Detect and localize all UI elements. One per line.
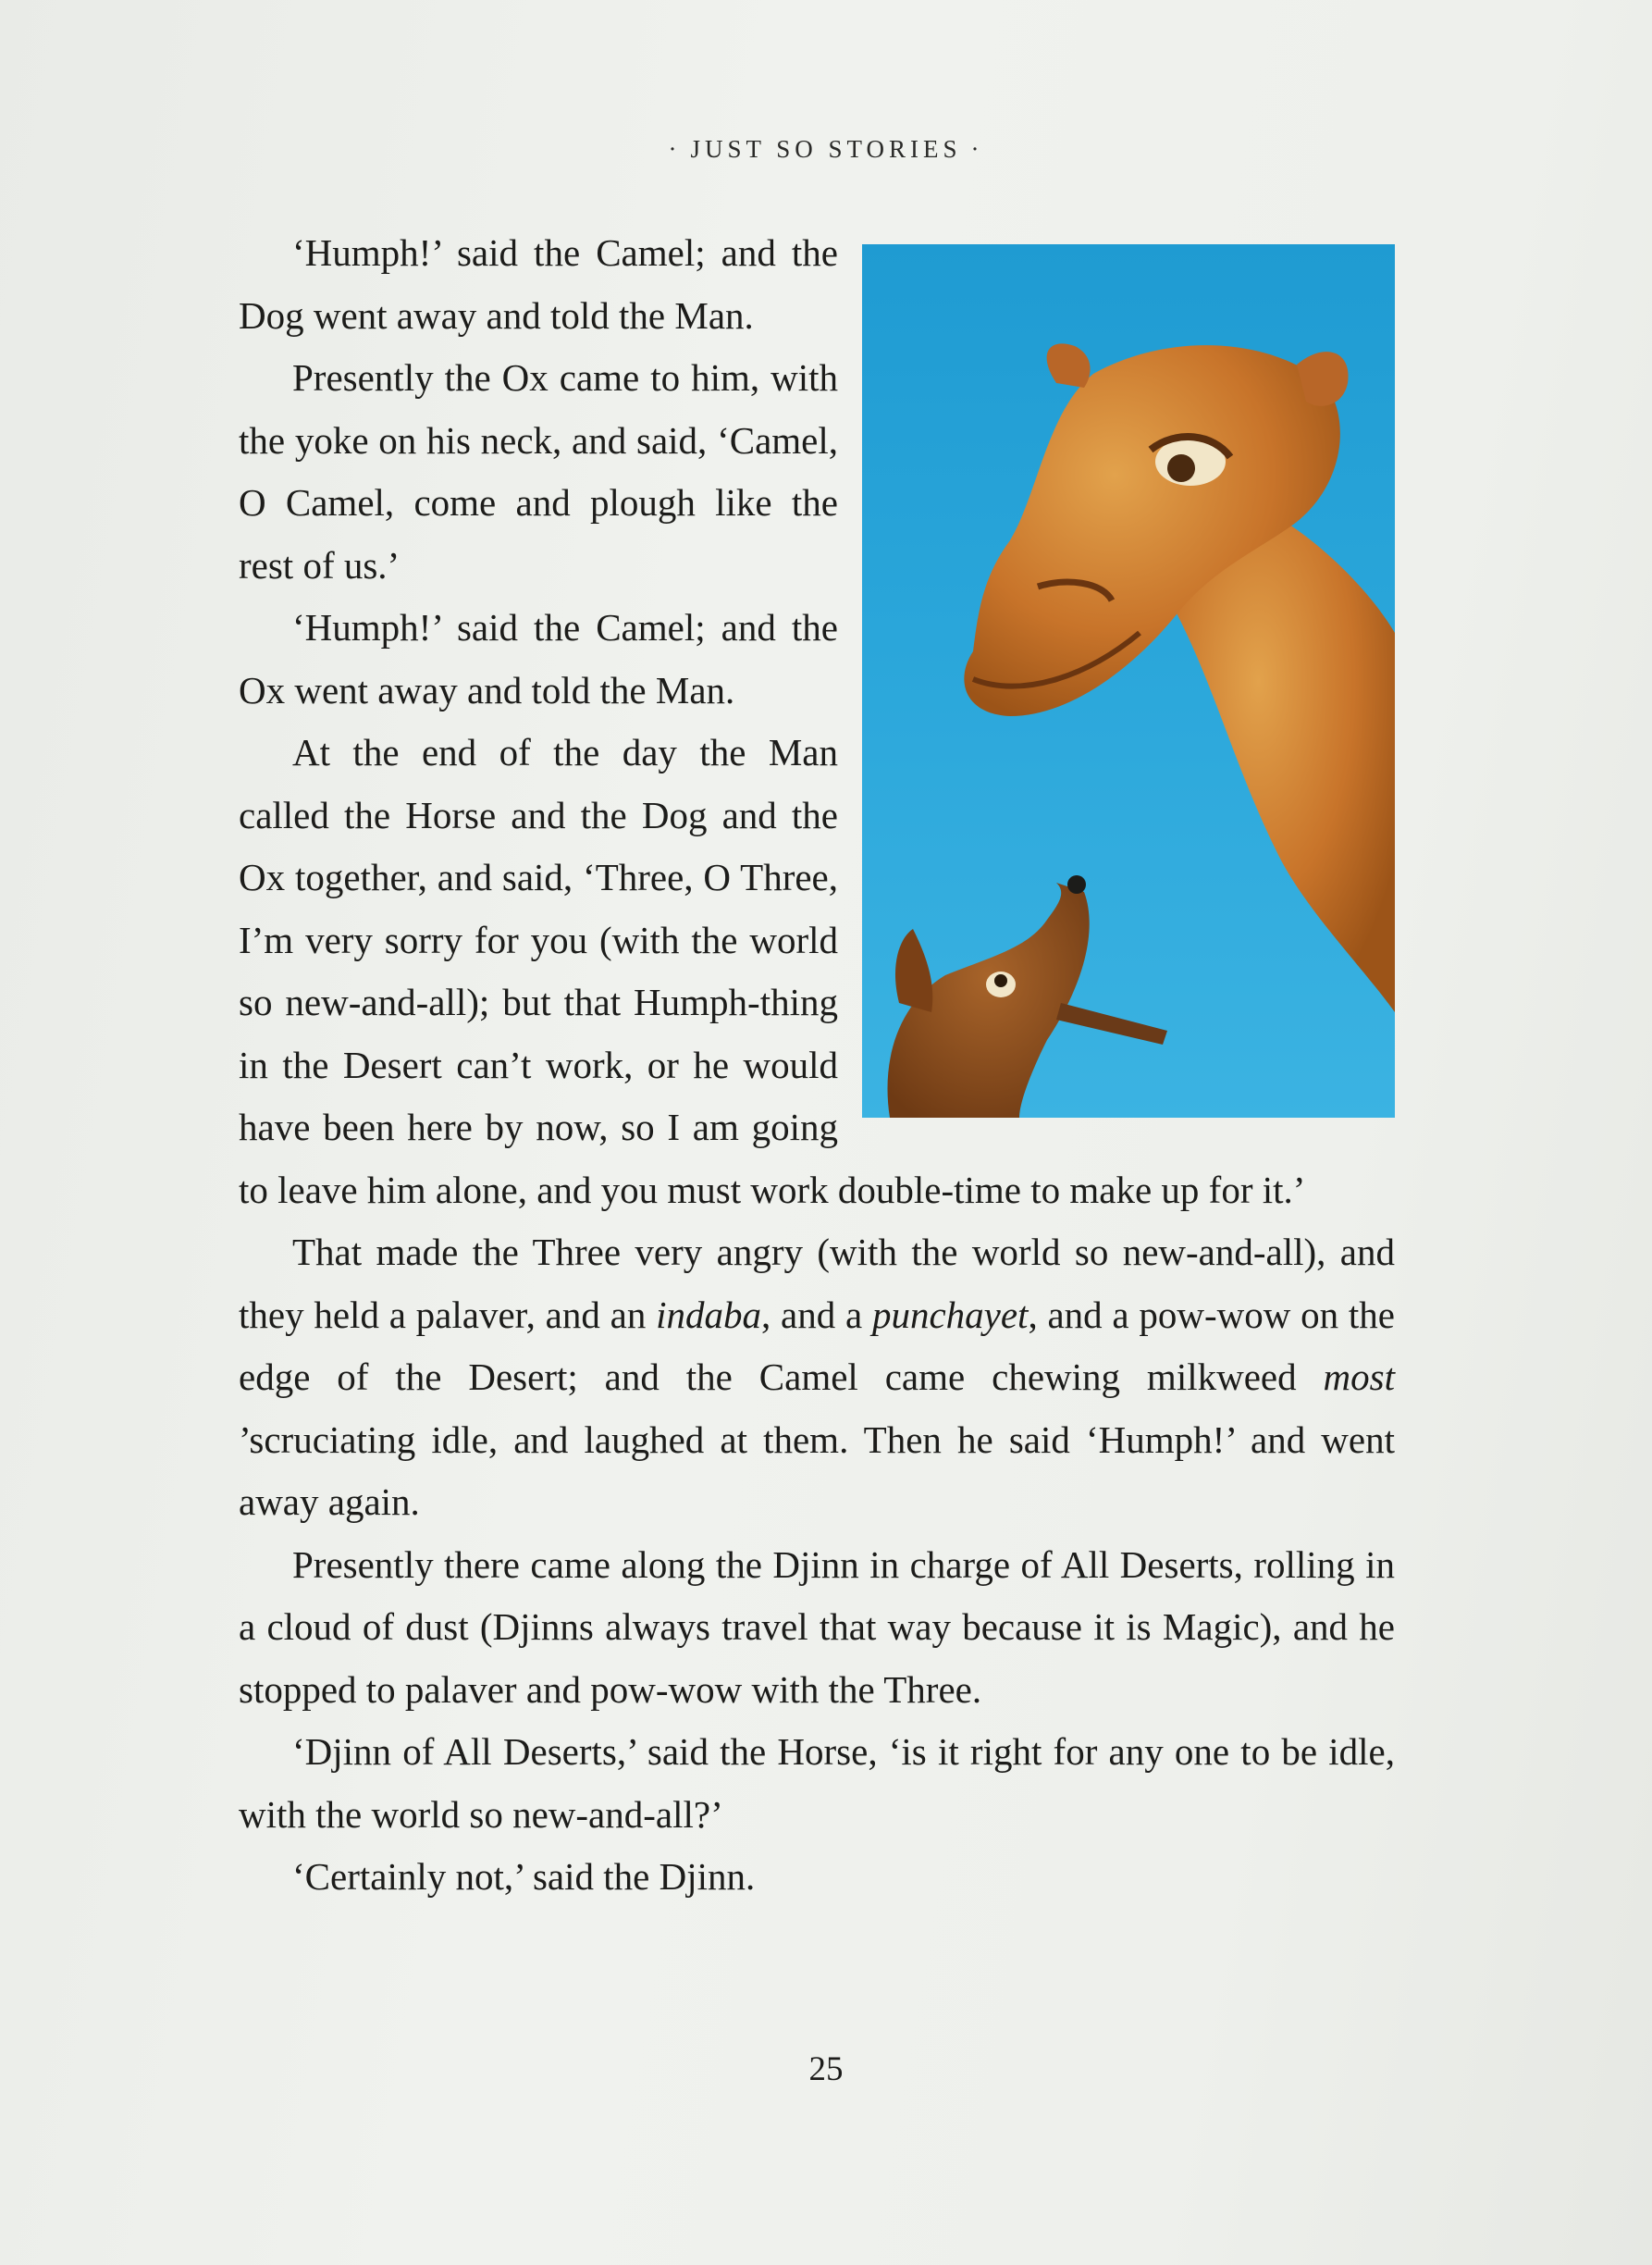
paragraph: Presently there came along the Djinn in charge of All Deserts, rolling in a cloud of dust (Djinns always travel that way because it is Magic), and he stopped to palaver and pow-wow with the Three.: [239, 1542, 1395, 1711]
camel-and-dog-illustration: [862, 244, 1395, 1118]
header-separator-left: ·: [668, 135, 682, 163]
italic-word: most: [1323, 1355, 1395, 1398]
paragraph: ‘Humph!’ said the Camel; and the Dog went away and told the Man.: [239, 231, 838, 337]
page-number: 25: [808, 2050, 844, 2088]
text-run: , and a: [761, 1293, 872, 1336]
text-run: , and a pow-wow on the edge of the Desert; and the Camel came chewing milkweed: [239, 1293, 1395, 1398]
paragraph: ‘Humph!’ said the Camel; and the Ox went away and told the Man.: [239, 606, 838, 712]
header-title: JUST SO STORIES: [690, 135, 962, 163]
italic-word: punchayet: [871, 1293, 1029, 1336]
italic-word: indaba: [656, 1293, 762, 1336]
illustration-drawing: [862, 244, 1395, 1118]
paragraph: At the end of the day the Man called the Horse and the Dog and the Ox together, and said, ‘Three, O Three, I’m very sorry for you (with the world so new-and-all); but that Humph-thing in the Desert can’t work, or he would have been here by now, so I am going to leave him alone, and you must work double-time to make up for it.’: [239, 731, 1306, 1211]
header-separator-right: ·: [970, 135, 984, 163]
paragraph: Presently the Ox came to him, with the yoke on his neck, and said, ‘Camel, O Camel, come and plough like the rest of us.’: [239, 356, 838, 587]
running-header: [0, 135, 1652, 164]
text-run: That made the Three very angry (with the world so new-and-all), and they held a palaver, and an: [239, 1231, 1395, 1336]
paragraph-with-italics: [239, 1221, 1395, 1534]
text-run: ’scruciating idle, and laughed at them. Then he said ‘Humph!’ and went away again.: [239, 1417, 1395, 1523]
story-text: [239, 222, 1395, 1909]
paragraph: ‘Certainly not,’ said the Djinn.: [292, 1855, 756, 1898]
paragraph: ‘Djinn of All Deserts,’ said the Horse, ‘is it right for any one to be idle, with the world so new-and-all?’: [239, 1730, 1395, 1836]
